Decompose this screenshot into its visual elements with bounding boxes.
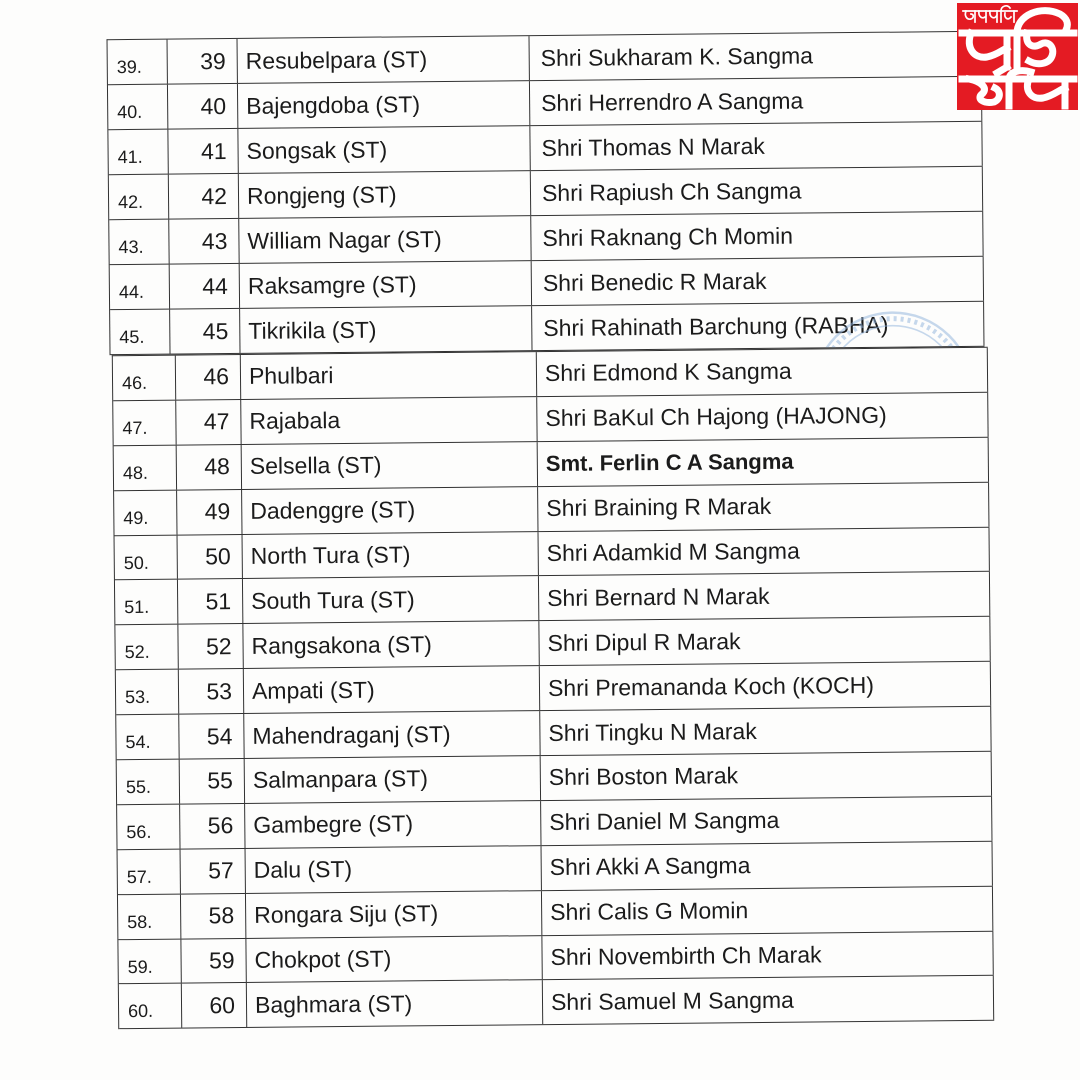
serial-number: 56. bbox=[117, 804, 180, 848]
constituency-number: 51 bbox=[178, 579, 243, 624]
candidate-name: Shri Herrendro A Sangma bbox=[530, 77, 982, 125]
constituency-number: 60 bbox=[182, 983, 247, 1028]
constituency-number: 54 bbox=[179, 714, 244, 759]
serial-number: 43. bbox=[109, 220, 169, 265]
constituency-name: Rangsakona (ST) bbox=[243, 621, 539, 668]
candidate-name: Smt. Ferlin C A Sangma bbox=[538, 438, 989, 486]
constituency-number: 50 bbox=[178, 535, 243, 580]
serial-number: 45. bbox=[110, 310, 170, 355]
constituency-name: Chokpot (ST) bbox=[246, 936, 542, 983]
candidate-name: Shri Akki A Sangma bbox=[542, 842, 993, 890]
constituency-number: 53 bbox=[179, 669, 244, 714]
candidate-name: Shri Dipul R Marak bbox=[539, 617, 990, 665]
constituency-number: 58 bbox=[181, 894, 246, 939]
constituency-name: Songsak (ST) bbox=[238, 126, 530, 173]
constituency-number: 47 bbox=[176, 400, 241, 445]
serial-number: 46. bbox=[113, 356, 176, 400]
serial-number: 54. bbox=[116, 715, 179, 759]
candidate-name: Shri Benedic R Marak bbox=[532, 257, 984, 305]
table-section-lower bbox=[112, 347, 994, 1030]
candidate-name: Shri Tingku N Marak bbox=[540, 707, 991, 755]
serial-number: 58. bbox=[118, 894, 181, 938]
table-section-upper bbox=[107, 31, 985, 355]
serial-number: 48. bbox=[114, 445, 177, 489]
candidate-name: Shri Adamkid M Sangma bbox=[538, 527, 989, 575]
serial-number: 49. bbox=[114, 490, 177, 534]
constituency-number: 59 bbox=[181, 939, 246, 984]
candidate-name: Shri Premananda Koch (KOCH) bbox=[540, 662, 991, 710]
constituency-number: 44 bbox=[170, 264, 240, 309]
constituency-name: Mahendraganj (ST) bbox=[244, 711, 540, 758]
serial-number: 59. bbox=[118, 939, 181, 983]
serial-number: 55. bbox=[117, 760, 180, 804]
constituency-name: Resubelpara (ST) bbox=[238, 36, 530, 83]
candidate-name: Shri Braining R Marak bbox=[538, 482, 989, 530]
constituency-number: 56 bbox=[180, 804, 245, 849]
constituency-name: William Nagar (ST) bbox=[239, 216, 531, 263]
candidate-name: Shri Rapiush Ch Sangma bbox=[531, 167, 983, 215]
constituency-name: Baghmara (ST) bbox=[247, 981, 543, 1028]
constituency-number: 57 bbox=[181, 849, 246, 894]
candidate-name: Shri Sukharam K. Sangma bbox=[529, 32, 981, 80]
constituency-number: 40 bbox=[168, 84, 238, 129]
candidate-name: Shri Novembirth Ch Marak bbox=[542, 931, 993, 979]
constituency-name: Dadenggre (ST) bbox=[242, 487, 538, 534]
candidate-name: Shri Boston Marak bbox=[541, 752, 992, 800]
candidate-name: Shri Thomas N Marak bbox=[530, 122, 982, 170]
constituency-number: 55 bbox=[180, 759, 245, 804]
candidate-name: Shri Daniel M Sangma bbox=[541, 797, 992, 845]
candidate-name: Shri Bernard N Marak bbox=[539, 572, 990, 620]
serial-number: 53. bbox=[116, 670, 179, 714]
candidate-name: Shri BaKul Ch Hajong (HAJONG) bbox=[537, 393, 988, 441]
logo-artwork bbox=[957, 3, 1078, 110]
constituency-name: Ampati (ST) bbox=[244, 666, 540, 713]
constituency-name: Rongara Siju (ST) bbox=[246, 891, 542, 938]
constituency-name: North Tura (ST) bbox=[243, 532, 539, 579]
constituency-name: South Tura (ST) bbox=[243, 577, 539, 624]
serial-number: 40. bbox=[108, 85, 168, 130]
constituency-name: Raksamgre (ST) bbox=[240, 261, 532, 308]
candidate-name: Shri Raknang Ch Momin bbox=[531, 212, 983, 260]
constituency-name: Salmanpara (ST) bbox=[245, 756, 541, 803]
serial-number: 52. bbox=[115, 625, 178, 669]
serial-number: 57. bbox=[118, 849, 181, 893]
constituency-number: 46 bbox=[176, 355, 241, 400]
constituency-name: Bajengdoba (ST) bbox=[238, 81, 530, 128]
constituency-number: 42 bbox=[169, 174, 239, 219]
serial-number: 39. bbox=[108, 40, 168, 85]
serial-number: 42. bbox=[109, 175, 169, 220]
constituency-number: 48 bbox=[177, 445, 242, 490]
serial-number: 47. bbox=[113, 400, 176, 444]
constituency-name: Gambegre (ST) bbox=[245, 801, 541, 848]
newspaper-logo bbox=[957, 3, 1078, 110]
candidate-name: Shri Samuel M Sangma bbox=[543, 976, 994, 1024]
table-row bbox=[119, 976, 994, 1029]
constituency-name: Rongjeng (ST) bbox=[239, 171, 531, 218]
constituency-number: 49 bbox=[177, 490, 242, 535]
candidate-name: Shri Edmond K Sangma bbox=[537, 348, 988, 396]
constituency-number: 43 bbox=[169, 219, 239, 264]
constituency-number: 45 bbox=[170, 309, 240, 354]
constituency-number: 41 bbox=[168, 129, 238, 174]
constituency-name: Tikrikila (ST) bbox=[240, 306, 532, 353]
serial-number: 50. bbox=[115, 535, 178, 579]
constituency-number: 52 bbox=[178, 624, 243, 669]
constituency-number: 39 bbox=[168, 39, 238, 84]
candidate-name: Shri Rahinath Barchung (RABHA) bbox=[532, 302, 984, 350]
serial-number: 44. bbox=[110, 265, 170, 310]
serial-number: 51. bbox=[115, 580, 178, 624]
constituency-name: Phulbari bbox=[241, 352, 537, 399]
constituency-name: Selsella (ST) bbox=[242, 442, 538, 489]
constituency-name: Dalu (ST) bbox=[246, 846, 542, 893]
serial-number: 60. bbox=[119, 984, 182, 1028]
serial-number: 41. bbox=[108, 130, 168, 175]
candidate-name: Shri Calis G Momin bbox=[542, 886, 993, 934]
constituency-name: Rajabala bbox=[241, 397, 537, 444]
